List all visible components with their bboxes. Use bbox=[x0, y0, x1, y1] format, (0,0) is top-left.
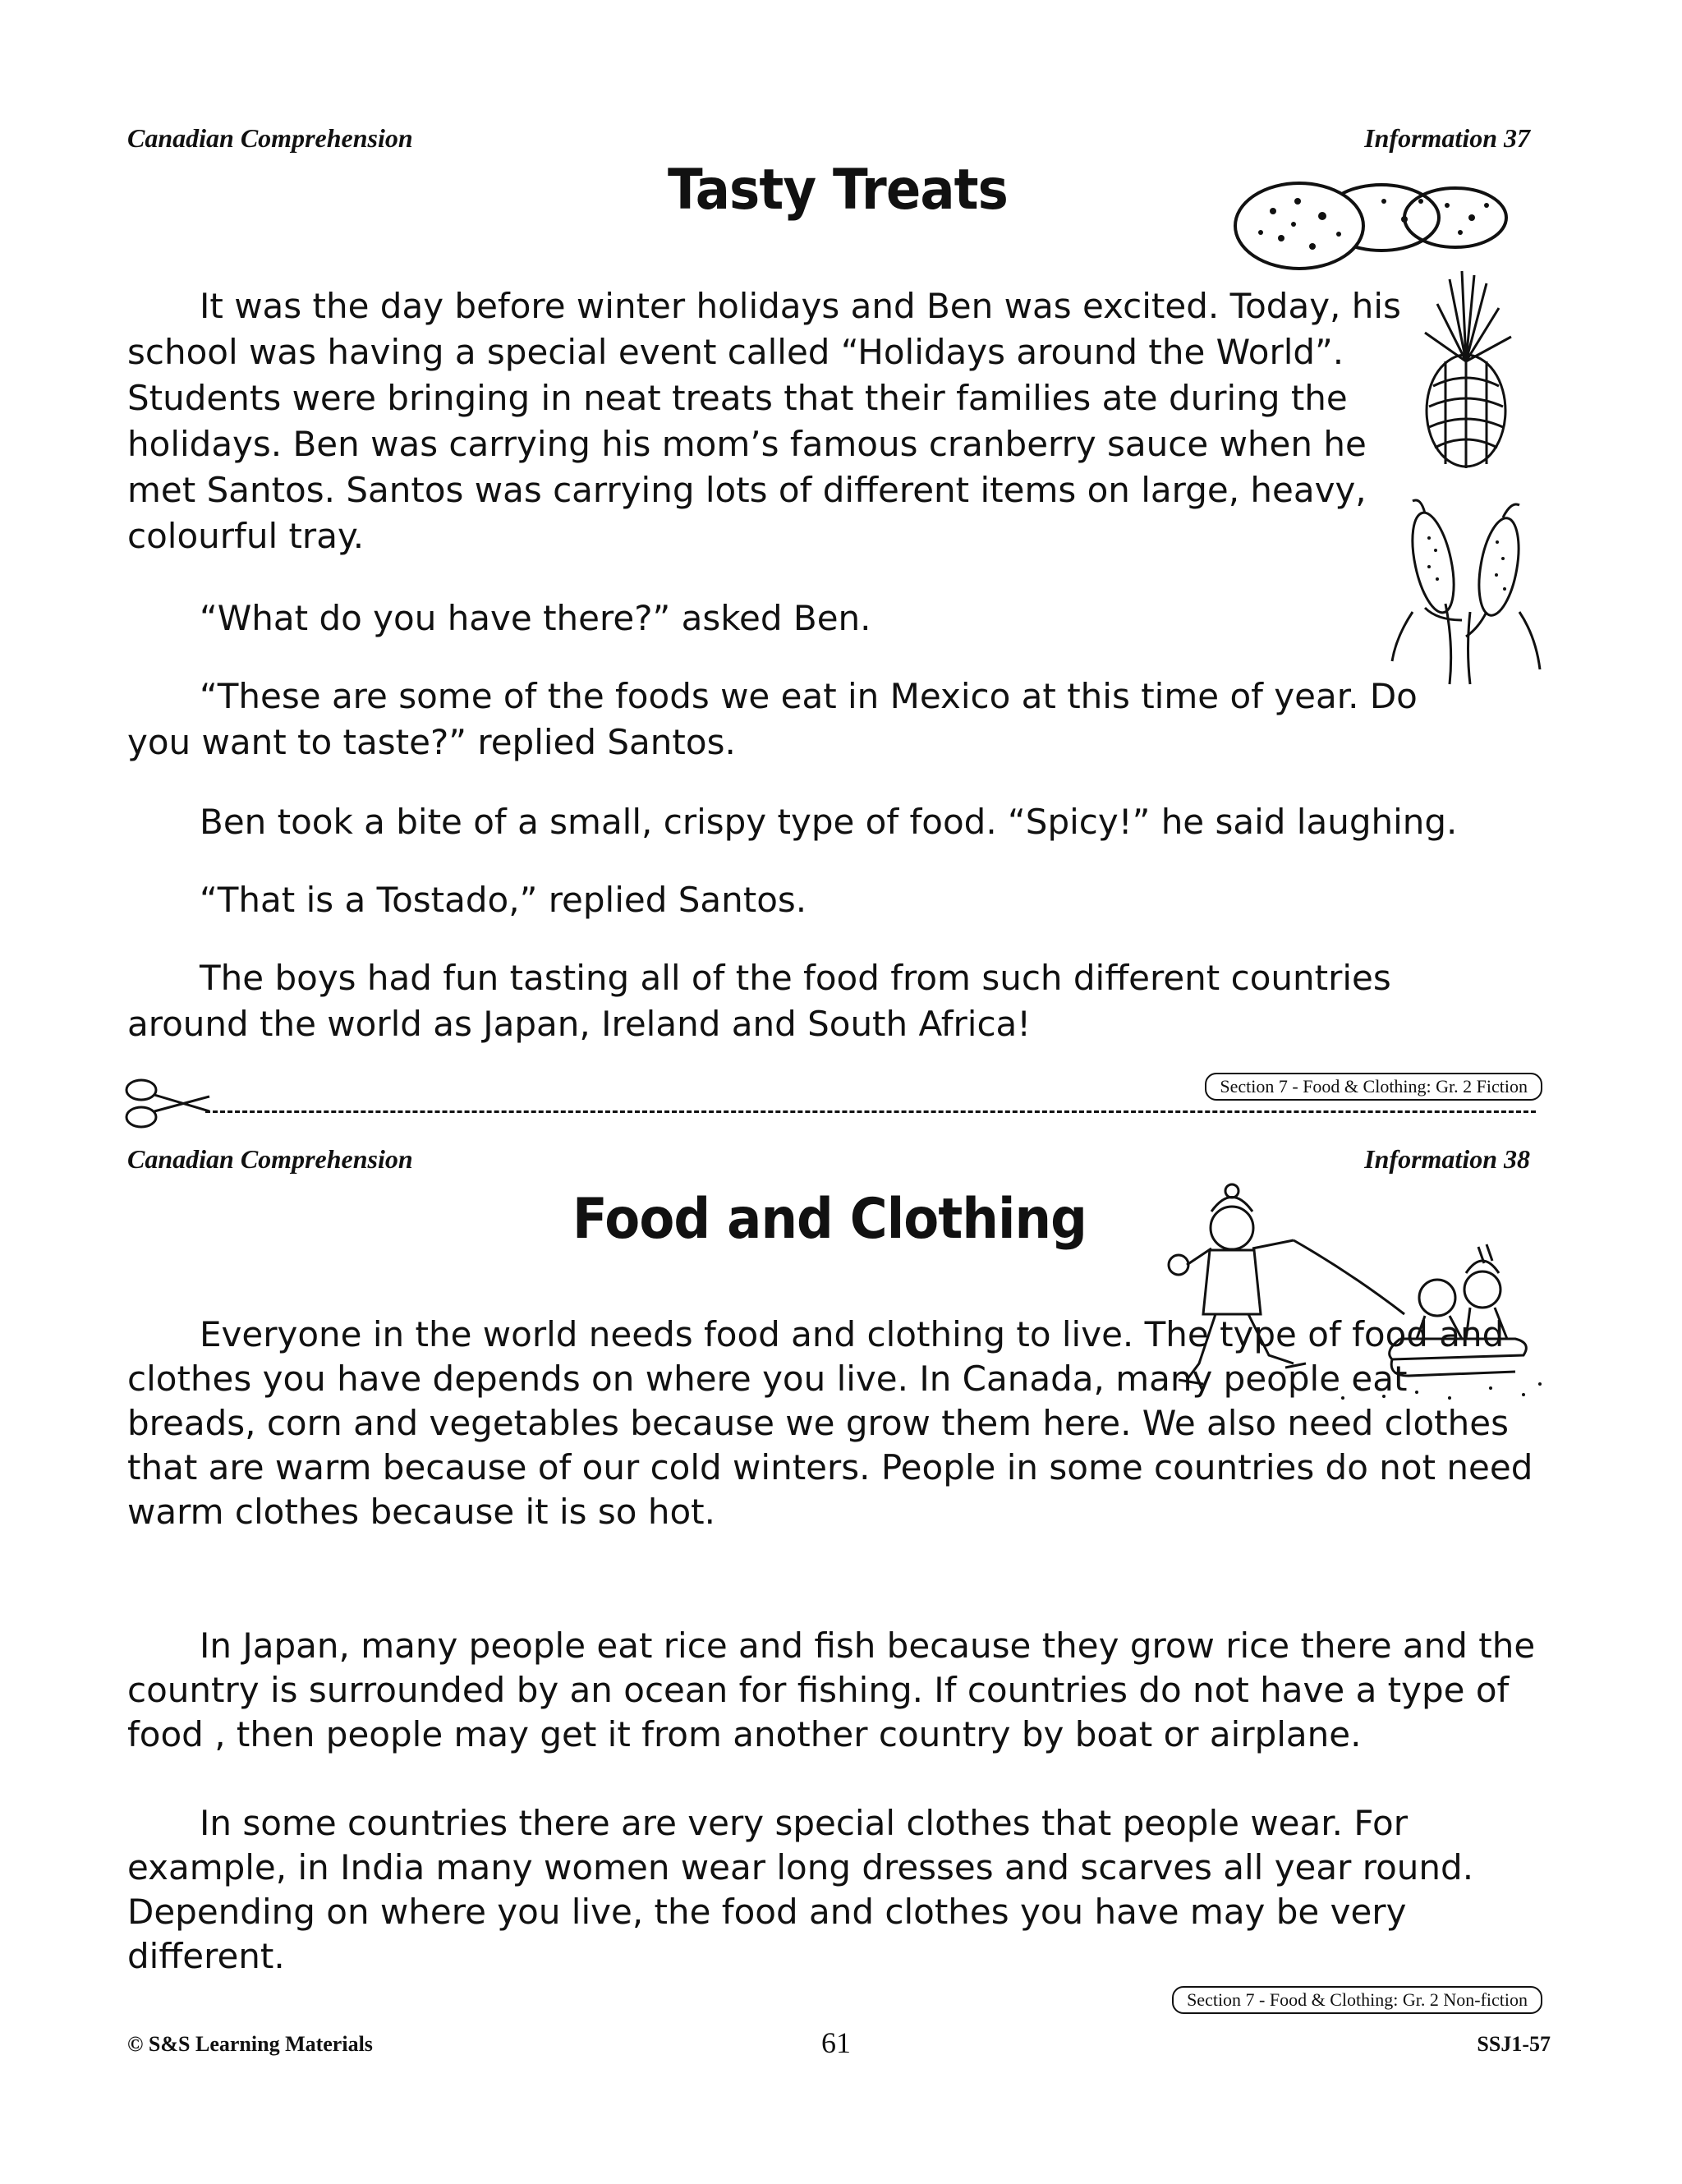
section-label-2: Section 7 - Food & Clothing: Gr. 2 Non-fiction bbox=[1172, 1986, 1542, 2014]
paragraph: It was the day before winter holidays and Ben was excited. Today, his school was having a special event called “Holidays around the World”. Students were bringing in neat treats that their families ate during the holidays. Ben was carrying his mom’s famous cranberry sauce when he met Santos. Santos was carrying lots of different items on large, heavy, colourful tray. bbox=[127, 286, 1401, 556]
paragraph: The boys had fun tasting all of the food from such different countries around the world as Japan, Ireland and South Africa! bbox=[127, 958, 1391, 1044]
page-number: 61 bbox=[821, 2026, 851, 2059]
header-left-1: Canadian Comprehension bbox=[127, 123, 413, 153]
story-body-1 bbox=[127, 283, 1425, 559]
header-right-2: Information 38 bbox=[1364, 1144, 1530, 1174]
scissors-icon bbox=[123, 1072, 214, 1133]
paragraph: In Japan, many people eat rice and fish because they grow rice there and the country is surrounded by an ocean for fishing. If countries do not have a type of food , then people may get it from another country by boat or airplane. bbox=[127, 1625, 1536, 1754]
title-food-and-clothing: Food and Clothing bbox=[572, 1187, 1087, 1252]
copyright: © S&S Learning Materials bbox=[127, 2032, 373, 2056]
header-right-1: Information 37 bbox=[1364, 123, 1530, 153]
paragraph: Ben took a bite of a small, crispy type of food. “Spicy!” he said laughing. bbox=[200, 802, 1458, 842]
product-code: SSJ1-57 bbox=[1477, 2032, 1551, 2056]
paragraph: “That is a Tostado,” replied Santos. bbox=[200, 880, 807, 920]
cut-line bbox=[205, 1110, 1536, 1113]
section-label-1: Section 7 - Food & Clothing: Gr. 2 Fiction bbox=[1205, 1073, 1542, 1101]
cookies-icon bbox=[1232, 168, 1511, 275]
title-tasty-treats: Tasty Treats bbox=[668, 158, 1008, 223]
paragraph: Everyone in the world needs food and clothing to live. The type of food and clothes you have depends on where you live. In Canada, many people eat breads, corn and vegetables because we grow them here. We also need clothes that are warm because of our cold winters. People in some countries do not need warm clothes because it is so hot. bbox=[127, 1314, 1533, 1532]
paragraph: In some countries there are very special clothes that people wear. For example, in India many women wear long dresses and scarves all year round. Depending on where you live, the food and clothes you have may be very different. bbox=[127, 1803, 1474, 1976]
paragraph: “What do you have there?” asked Ben. bbox=[200, 598, 871, 638]
paragraph: “These are some of the foods we eat in Mexico at this time of year. Do you want to taste?” replied Santos. bbox=[127, 676, 1418, 762]
header-left-2: Canadian Comprehension bbox=[127, 1144, 413, 1174]
pineapple-icon bbox=[1417, 271, 1515, 472]
